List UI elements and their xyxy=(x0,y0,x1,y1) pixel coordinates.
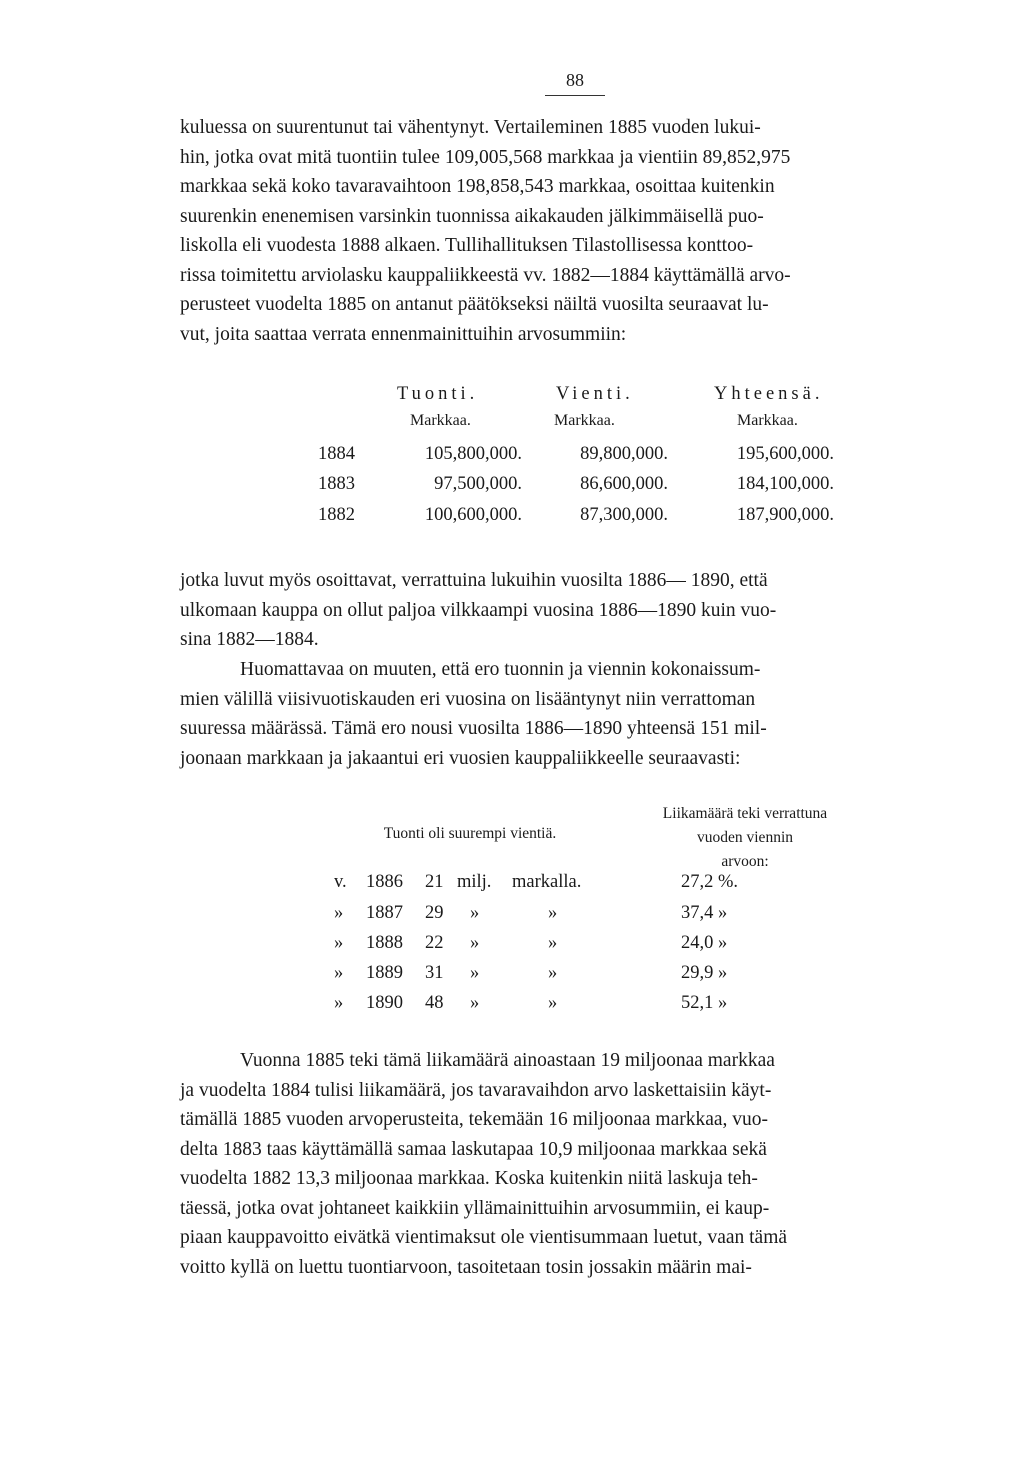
row-year: 1882 xyxy=(318,505,355,525)
column-header-vienti: Vienti. xyxy=(556,384,634,404)
text-line: piaan kauppavoitto eivätkä vientimaksut ole vientisummaan luetut, vaan tämä xyxy=(180,1227,788,1248)
row-year: 1887 xyxy=(366,903,403,923)
row-amount: 22 xyxy=(425,933,444,953)
row-year: 1884 xyxy=(318,444,355,464)
text-line: rissa toimitettu arviolasku kauppaliikkeestä vv. 1882—1884 käyttämällä arvo- xyxy=(180,264,791,286)
row-year: 1883 xyxy=(318,474,355,494)
row-prefix: » xyxy=(334,963,344,983)
text-line: markkaa sekä koko tavaravaihtoon 198,858,543 markkaa, osoittaa kuitenkin xyxy=(180,176,775,197)
text-line: suuressa määrässä. Tämä ero nousi vuosilta 1886—1890 yhteensä 151 mil- xyxy=(180,718,767,739)
row-amount: 29 xyxy=(425,903,444,923)
row-amount: 48 xyxy=(425,993,444,1013)
cell-vienti: 87,300,000. xyxy=(580,505,668,525)
column-unit: Markkaa. xyxy=(737,412,798,429)
text-line: voitto kyllä on luettu tuontiarvoon, tasoitetaan tosin jossakin määrin mai- xyxy=(180,1256,752,1278)
text-line: vut, joita saattaa verrata ennenmainittuihin arvosummiin: xyxy=(180,323,627,345)
row-unit: » xyxy=(548,903,558,923)
row-unit: » xyxy=(470,993,480,1013)
column-unit: Markkaa. xyxy=(410,412,471,429)
paragraph-3 xyxy=(180,655,938,773)
paragraph-2 xyxy=(180,566,938,655)
header-line: vuoden viennin xyxy=(697,829,793,846)
row-unit: » xyxy=(470,963,480,983)
row-amount: 21 xyxy=(425,872,444,892)
text-line: kuluessa on suurentunut tai vähentynyt. Vertaileminen 1885 vuoden lukui- xyxy=(180,117,761,138)
page-number: 88 xyxy=(545,70,605,96)
row-unit: » xyxy=(470,903,480,923)
text-line: ulkomaan kauppa on ollut paljoa vilkkaampi vuosina 1886—1890 kuin vuo- xyxy=(180,599,777,621)
text-line: sina 1882—1884. xyxy=(180,629,319,650)
text-line: joonaan markkaan ja jakaantui eri vuosien kauppaliikkeelle seuraavasti: xyxy=(180,747,741,769)
row-unit: markalla. xyxy=(512,872,582,892)
row-year: 1886 xyxy=(366,872,403,892)
cell-tuonti: 100,600,000. xyxy=(424,505,522,525)
left-column-header: Tuonti oli suurempi vientiä. xyxy=(383,825,557,842)
header-line: Liikamäärä teki verrattuna xyxy=(662,805,828,822)
row-prefix: v. xyxy=(334,872,347,892)
cell-vienti: 86,600,000. xyxy=(580,474,668,494)
text-line: delta 1883 taas käyttämällä samaa laskutapaa 10,9 miljoonaa markkaa sekä xyxy=(180,1138,767,1160)
row-unit: » xyxy=(548,993,558,1013)
text-line: mien välillä viisivuotiskauden eri vuosina on lisääntynyt niin verrattoman xyxy=(180,688,756,710)
column-unit: Markkaa. xyxy=(554,412,615,429)
text-line: perusteet vuodelta 1885 on antanut päätökseksi näiltä vuosilta seuraavat lu- xyxy=(180,294,769,315)
row-percent: 27,2 %. xyxy=(681,872,739,892)
row-year: 1890 xyxy=(366,993,403,1013)
row-percent: 37,4 » xyxy=(681,903,728,923)
cell-tuonti: 97,500,000. xyxy=(434,474,522,494)
row-prefix: » xyxy=(334,933,344,953)
text-line: Vuonna 1885 teki tämä liikamäärä ainoastaan 19 miljoonaa markkaa xyxy=(240,1050,775,1071)
text-line: tämällä 1885 vuoden arvoperusteita, tekemään 16 miljoonaa markkaa, vuo- xyxy=(180,1109,769,1130)
text-line: ja vuodelta 1884 tulisi liikamäärä, jos tavaravaihdon arvo laskettaisiin käyt- xyxy=(180,1079,772,1101)
paragraph-4 xyxy=(180,1046,938,1282)
text-line: vuodelta 1882 13,3 miljoonaa markkaa. Koska kuitenkin niitä laskuja teh- xyxy=(180,1168,758,1189)
row-unit: » xyxy=(470,933,480,953)
cell-yhteensa: 195,600,000. xyxy=(736,444,834,464)
row-year: 1888 xyxy=(366,933,403,953)
column-header-yhteensa: Yhteensä. xyxy=(714,384,824,404)
row-unit: » xyxy=(548,963,558,983)
row-unit: » xyxy=(548,933,558,953)
row-prefix: » xyxy=(334,993,344,1013)
row-percent: 52,1 » xyxy=(681,993,728,1013)
row-amount: 31 xyxy=(425,963,444,983)
row-prefix: » xyxy=(334,903,344,923)
row-percent: 29,9 » xyxy=(681,963,728,983)
text-line: täessä, jotka ovat johtaneet kaikkiin yllämainittuihin arvosummiin, ei kaup- xyxy=(180,1197,770,1219)
text-line: suurenkin enenemisen varsinkin tuonnissa aikakauden jälkimmäisellä puo- xyxy=(180,205,764,227)
column-header-tuonti: Tuonti. xyxy=(397,384,479,404)
text-line: Huomattavaa on muuten, että ero tuonnin ja viennin kokonaissum- xyxy=(240,659,761,680)
cell-yhteensa: 184,100,000. xyxy=(736,474,834,494)
text-line: liskolla eli vuodesta 1888 alkaen. Tullihallituksen Tilastollisessa konttoo- xyxy=(180,235,754,256)
row-year: 1889 xyxy=(366,963,403,983)
cell-vienti: 89,800,000. xyxy=(580,444,668,464)
header-line: arvoon: xyxy=(721,853,769,870)
row-unit: milj. xyxy=(457,872,492,892)
text-line: hin, jotka ovat mitä tuontiin tulee 109,005,568 markkaa ja vientiin 89,852,975 xyxy=(180,146,791,168)
cell-yhteensa: 187,900,000. xyxy=(736,505,834,525)
row-percent: 24,0 » xyxy=(681,933,728,953)
cell-tuonti: 105,800,000. xyxy=(424,444,522,464)
text-line: jotka luvut myös osoittavat, verrattuina lukuihin vuosilta 1886— 1890, että xyxy=(180,570,768,591)
paragraph-1 xyxy=(180,113,938,349)
